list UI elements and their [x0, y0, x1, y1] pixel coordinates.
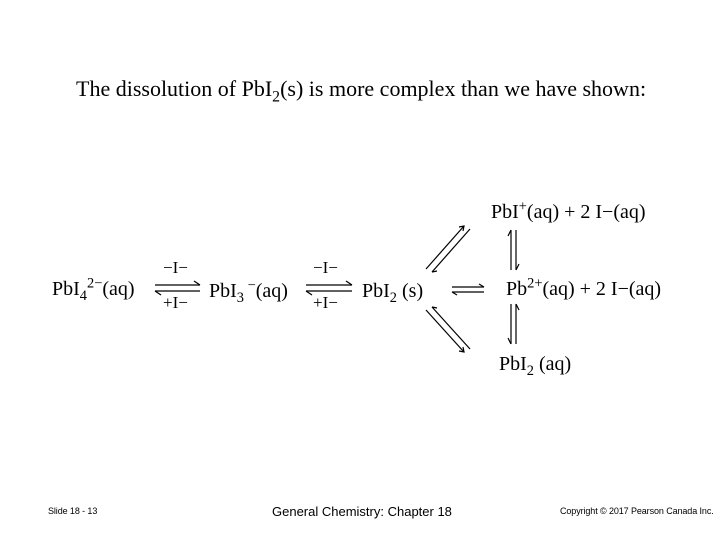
equilibrium-arrow-mid: [306, 281, 352, 295]
slide-title-pre: The dissolution of PbI: [76, 76, 273, 101]
species-pbi2-solid-post: (s): [397, 280, 424, 302]
species-pbi4-pre: PbI: [52, 278, 80, 300]
equilibrium-arrow-left: [155, 281, 200, 295]
footer-course: General Chemistry: Chapter 18: [272, 504, 452, 519]
operator-left-top: −I−: [163, 258, 188, 277]
species-pbi2-aq-sub: 2: [526, 363, 534, 379]
slide-title-post: (s) is more complex than we have shown:: [280, 76, 647, 101]
species-pbi3-sub: 3: [236, 290, 244, 306]
footer-copyright: Copyright © 2017 Pearson Canada Inc.: [560, 506, 714, 516]
species-pbi2-solid-pre: PbI: [362, 280, 390, 302]
equilibrium-arrow-diagonal-down: [426, 307, 470, 352]
equilibrium-arrow-dissolution: [452, 284, 484, 295]
species-pbi-plus-sup: +: [518, 198, 527, 215]
equilibrium-arrow-diagonal-up: [426, 226, 470, 272]
species-pb2-pre: Pb: [506, 278, 528, 300]
species-pbi4-post: (aq): [102, 278, 135, 300]
species-pbi2-solid-sub: 2: [389, 290, 397, 306]
species-pbi3-pre: PbI: [209, 280, 237, 302]
footer-slide-number: Slide 18 - 13: [48, 506, 98, 516]
species-pbi-plus-pre: PbI: [491, 201, 519, 223]
species-pbi4-sub: 4: [79, 288, 87, 304]
equilibrium-arrow-vertical-up: [508, 230, 519, 270]
species-pbi2-aq-post: (aq): [534, 353, 572, 375]
species-pbi4-sup: 2−: [87, 275, 103, 292]
operator-mid-top: −I−: [313, 258, 338, 277]
slide-title-sub: 2: [272, 88, 281, 106]
equilibrium-arrow-vertical-down: [508, 304, 519, 344]
species-pbi2-aq-pre: PbI: [499, 353, 527, 375]
species-pbi3-post: (aq): [255, 280, 288, 302]
species-pb2-post: (aq) + 2 I−(aq): [542, 278, 662, 300]
operator-mid-bottom: +I−: [313, 293, 338, 312]
species-pbi3-sup: −: [244, 277, 256, 294]
species-pb2-sup: 2+: [527, 275, 543, 292]
operator-left-bottom: +I−: [163, 293, 188, 312]
species-pbi-plus-post: (aq) + 2 I−(aq): [526, 201, 646, 223]
